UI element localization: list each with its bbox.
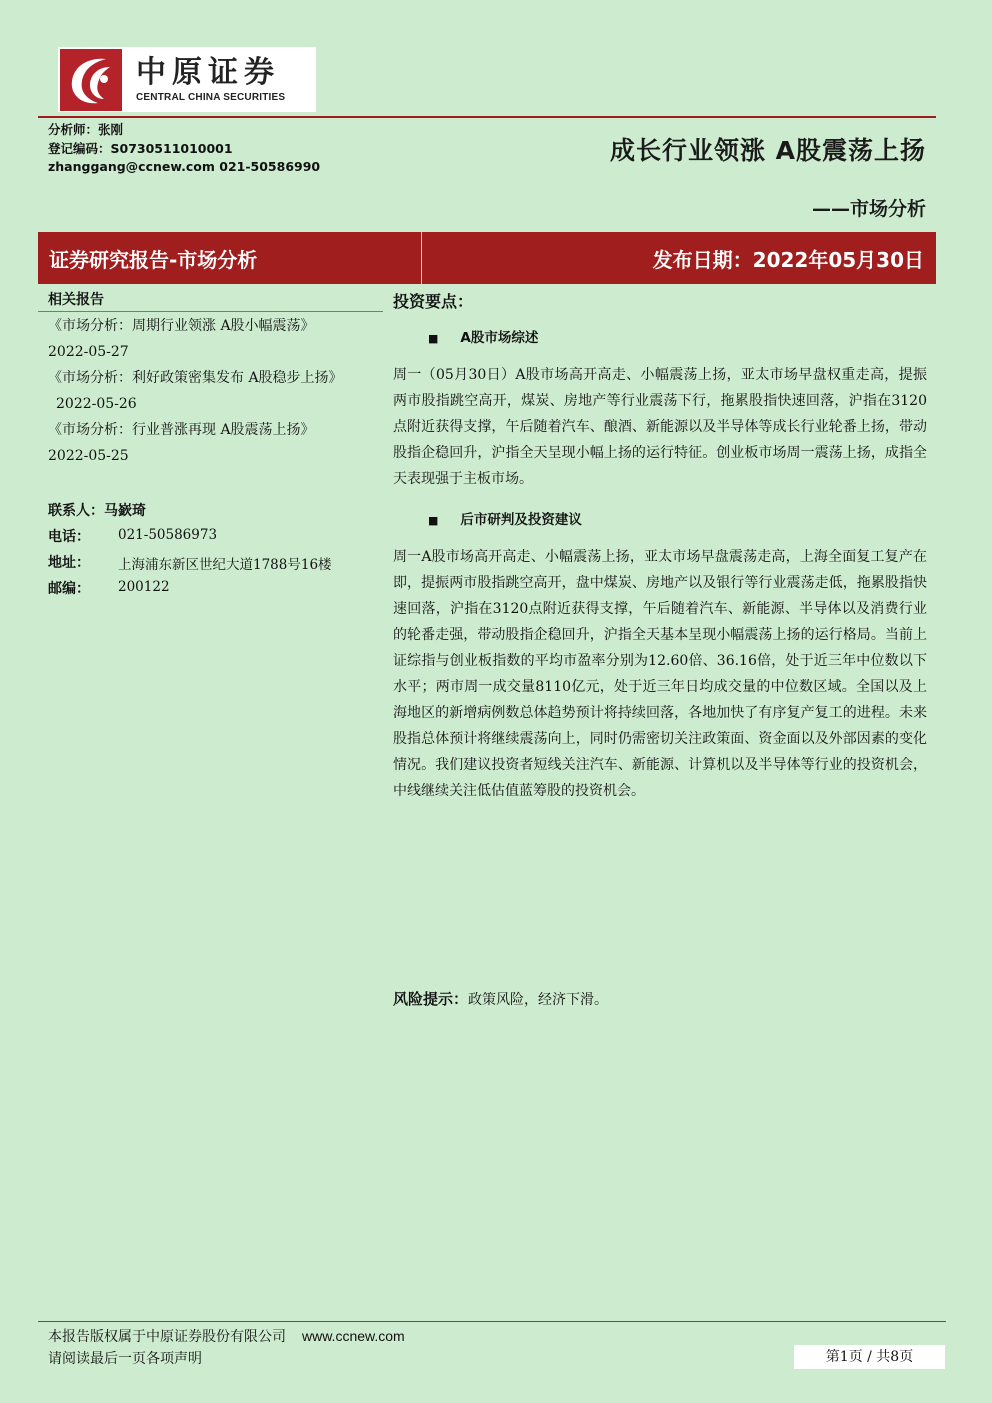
page-indicator: 第1页 / 共8页 [794,1345,945,1369]
footer-copyright: 本报告版权属于中原证券股份有限公司 [48,1329,286,1345]
footer-copyright-row [48,1326,405,1346]
key-points-heading: 投资要点： [393,292,474,311]
risk-warning [393,988,608,1009]
report-banner [38,232,936,284]
footer-website-link[interactable]: www.ccnew.com [302,1328,405,1344]
contact-person: 马嶔琦 [104,503,146,519]
related-report-item[interactable] [48,365,375,417]
square-bullet-icon: ■ [428,332,439,345]
market-review-paragraph: 周一（05月30日）A股市场高开高走、小幅震荡上扬，亚太市场早盘权重走高，提振两市股指跳空高开，煤炭、房地产等行业震荡下行，拖累股指快速回落，沪指在3120点附近获得支撑，午后随着汽车、酿酒、新能源以及半导体等成长行业轮番上扬，带动股指企稳回升，沪指全天呈现小幅上扬的运行特征。创业板市场周一震荡上扬，成指全天表现强于主板市场。 [393,367,927,487]
related-reports-divider [38,311,383,312]
logo-mark-icon [60,49,122,111]
analyst-contact: zhanggang@ccnew.com 021-50586990 [48,159,321,174]
risk-label: 风险提示： [393,990,469,1008]
related-report-date: 2022-05-27 [48,344,129,360]
phone-value: 021-50586973 [118,527,218,543]
related-report-item[interactable] [48,417,383,469]
logo-english-name: CENTRAL CHINA SECURITIES [136,92,286,103]
footer-disclaimer-notice: 请阅读最后一页各项声明 [48,1351,202,1367]
report-subtitle: ——市场分析 [811,198,926,220]
analyst-registration: 登记编码：S0730511010001 [48,141,233,156]
contact-person-label: 联系人： [48,503,104,519]
zip-label: 邮编： [48,581,90,597]
logo-chinese-name: 中原证券 [136,55,280,90]
banner-divider [421,232,422,284]
report-title: 成长行业领涨 A股震荡上扬 [609,136,926,165]
company-logo [58,47,316,112]
address-value: 上海浦东新区世纪大道1788号16楼 [118,557,332,573]
analyst-name: 分析师：张刚 [48,122,124,137]
square-bullet-icon: ■ [428,514,439,527]
risk-text: 政策风险，经济下滑。 [468,992,609,1008]
related-reports-heading: 相关报告 [48,292,104,308]
report-type: 证券研究报告-市场分析 [49,248,258,272]
phone-label: 电话： [48,529,90,545]
related-report-title: 《市场分析：利好政策密集发布 A股稳步上扬》 [48,370,343,386]
zip-value: 200122 [118,579,170,595]
related-report-title: 《市场分析：周期行业领涨 A股小幅震荡》 [48,318,315,334]
section-heading-text: A股市场综述 [460,330,539,346]
address-label: 地址： [48,555,90,571]
related-report-date: 2022-05-25 [48,448,129,464]
section-heading-market-review [428,326,538,346]
related-report-title: 《市场分析：行业普涨再现 A股震荡上扬》 [48,422,315,438]
header-divider [38,116,936,118]
related-report-item[interactable] [48,313,383,365]
section-heading-text: 后市研判及投资建议 [460,512,582,528]
publish-date: 发布日期：2022年05月30日 [652,248,924,272]
section-heading-outlook [428,508,582,528]
related-report-date: 2022-05-26 [56,396,137,412]
footer-divider [38,1321,946,1322]
contact-person-row [48,500,146,520]
outlook-paragraph: 周一A股市场高开高走、小幅震荡上扬，亚太市场早盘震荡走高，上海全面复工复产在即，提振两市股指跳空高开，盘中煤炭、房地产以及银行等行业震荡走低，拖累股指快速回落，沪指在3120点附近获得支撑，午后随着汽车、新能源、半导体以及消费行业的轮番走强，带动股指企稳回升，沪指全天基本呈现小幅震荡上扬的运行格局。当前上证综指与创业板指数的平均市盈率分别为12.60倍、36.16倍，处于近三年中位数以下水平；两市周一成交量8110亿元，处于近三年日均成交量的中位数区域。全国以及上海地区的新增病例数总体趋势预计将持续回落，各地加快了有序复产复工的进程。未来股指总体预计将继续震荡向上，同时仍需密切关注政策面、资金面以及外部因素的变化情况。我们建议投资者短线关注汽车、新能源、计算机以及半导体等行业的投资机会，中线继续关注低估值蓝筹股的投资机会。 [393,549,927,799]
